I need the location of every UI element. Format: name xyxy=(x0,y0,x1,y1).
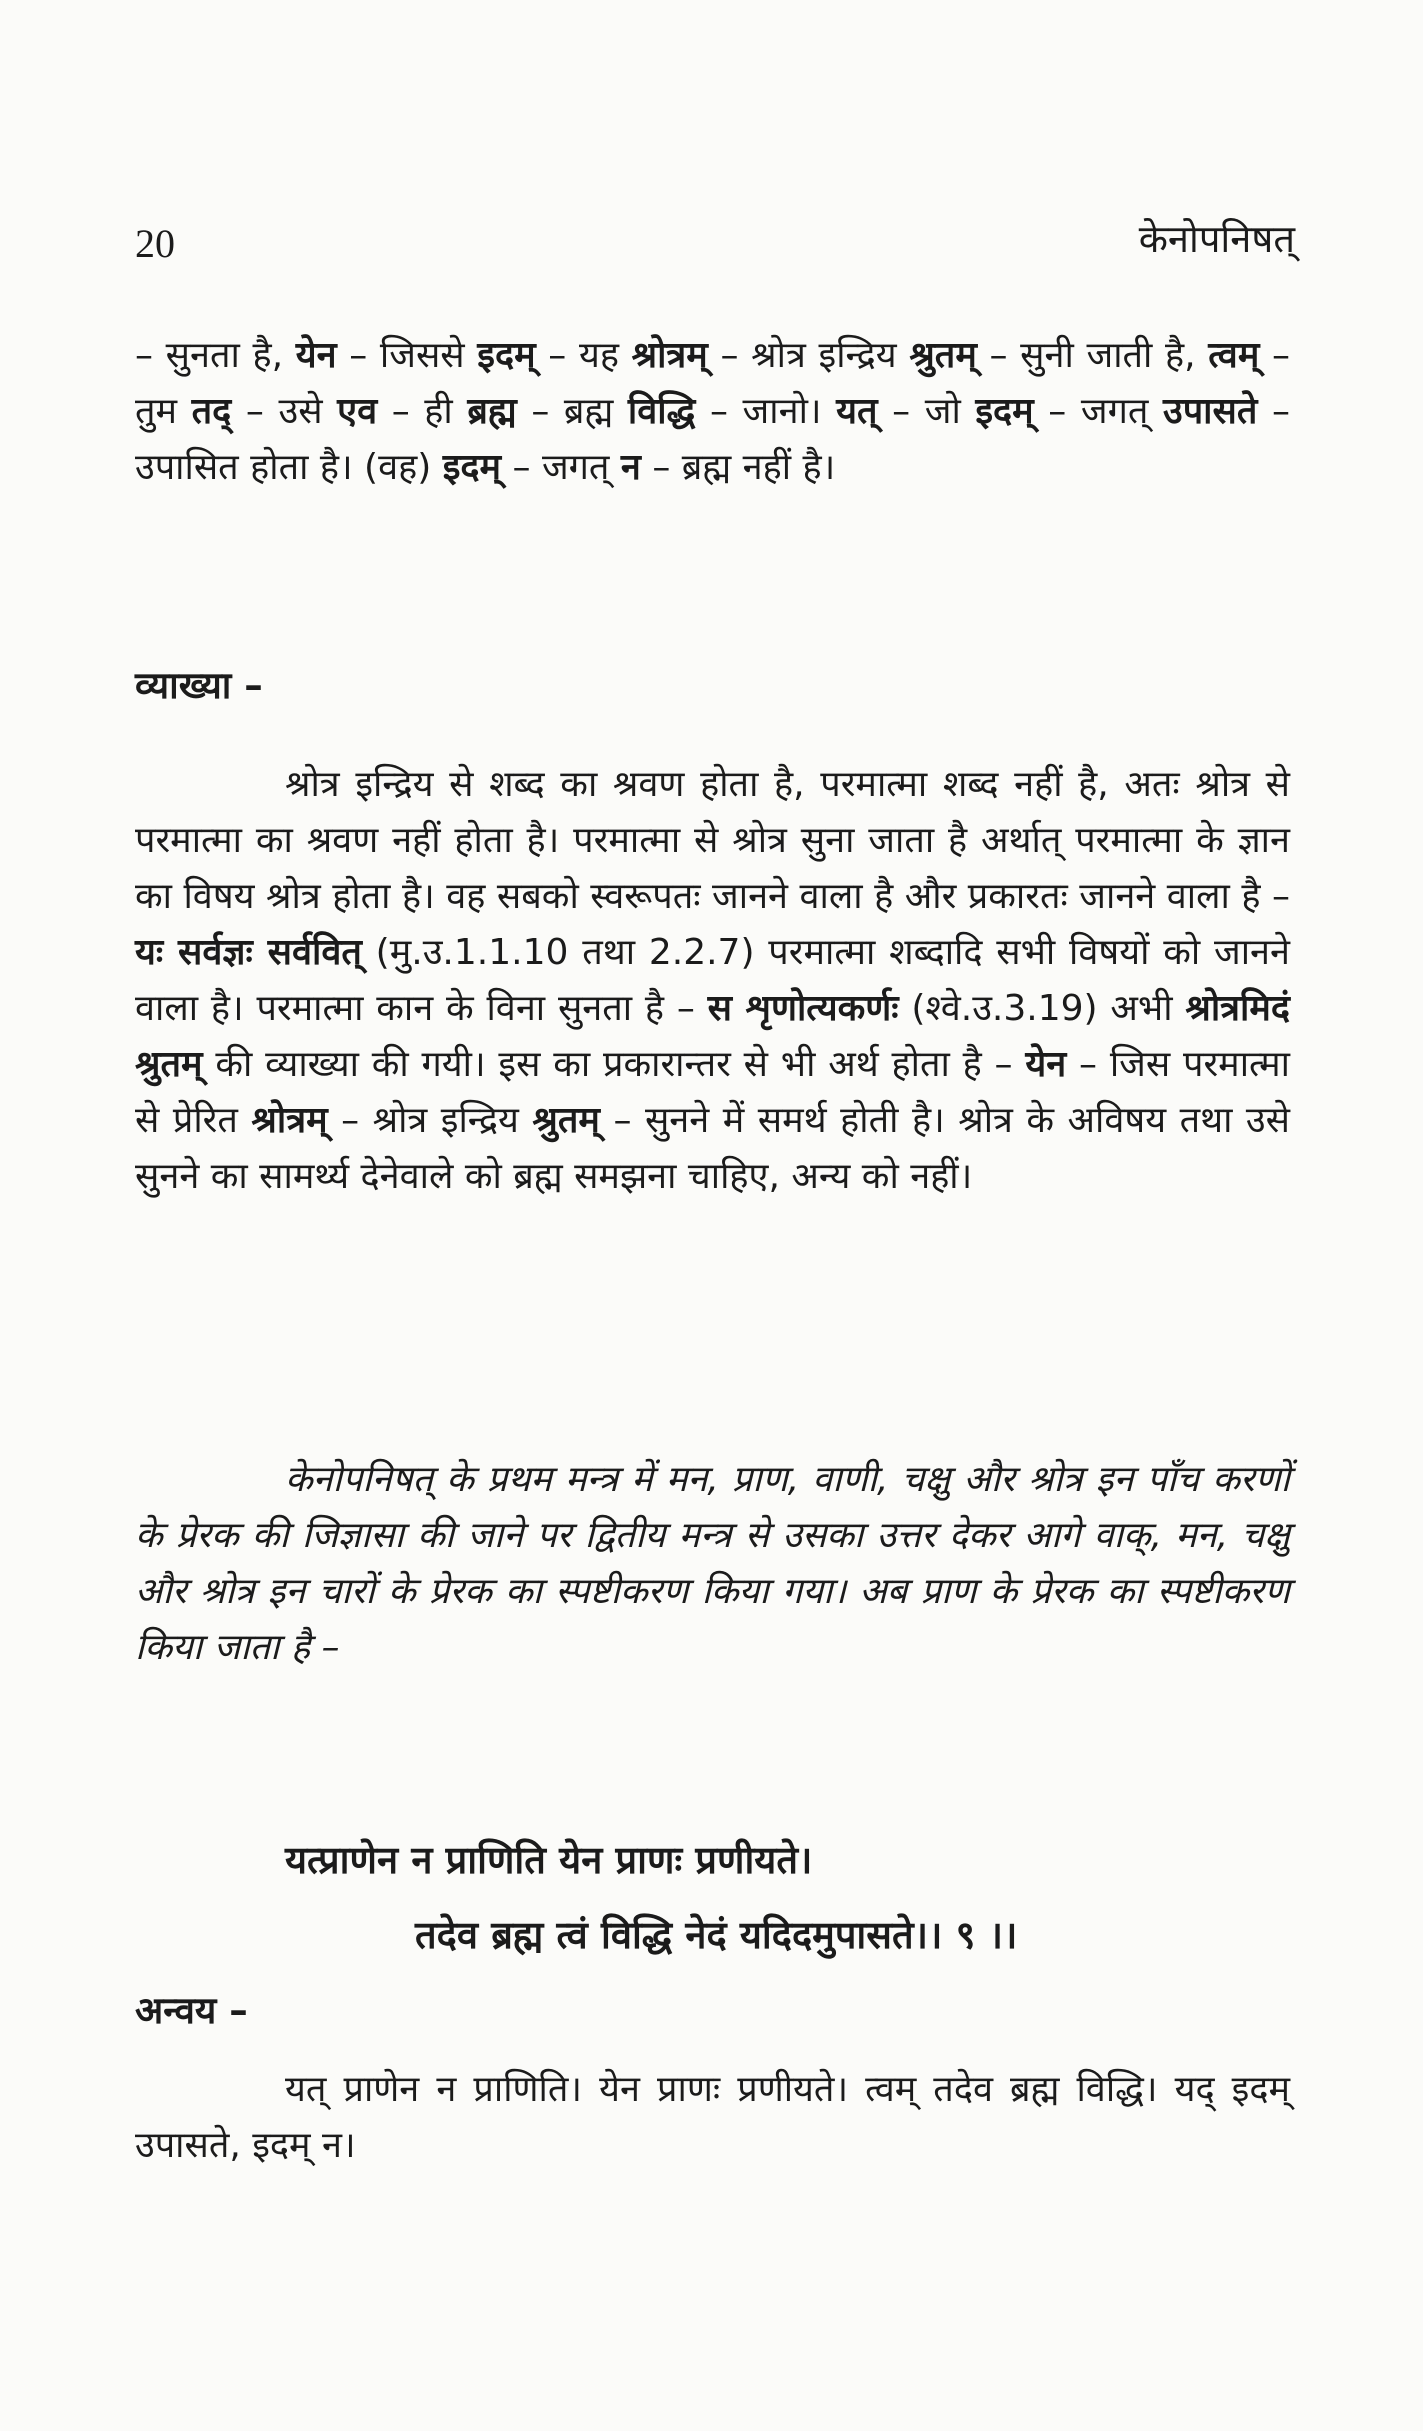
text-run: – सुनने में समर्थ होती है। श्रोत्र के अविषय तथा उसे सुनने का सामर्थ्य देनेवाले को ब्रह्म समझना चाहिए, अन्य को नहीं। xyxy=(135,1100,1290,1197)
anvaya-paragraph: यत् प्राणेन न प्राणिति। येन प्राणः प्रणीयते। त्वम् तदेव ब्रह्म विद्धि। यद् इदम् उपासते, इदम् न। xyxy=(135,2069,1290,2166)
text-run: – यह xyxy=(535,335,632,376)
text-run: – ब्रह्म xyxy=(516,391,628,432)
bold-term: स शृणोत्यकर्णः xyxy=(707,988,899,1029)
bold-term: इदम् xyxy=(442,447,502,488)
bold-term: श्रुतम् xyxy=(909,335,977,376)
text-run: श्रोत्र इन्द्रिय से शब्द का श्रवण होता है, परमात्मा शब्द नहीं है, अतः श्रोत्र से परमात्मा का श्रवण नहीं होता है। परमात्मा से श्रोत्र सुना जाता है अर्थात् परमात्मा के ज्ञान का विषय श्रोत्र होता है। वह सबको स्वरूपतः जानने वाला है और प्रकारतः जानने वाला है – xyxy=(135,764,1290,917)
text-run: (मु.उ.1.1.10 तथा 2.2.7) परमात्मा शब्दादि सभी विषयों को जानने वाला है। परमात्मा कान के विना सुनता है – xyxy=(135,932,1290,1029)
anvaya-heading: अन्वय – xyxy=(135,1989,248,2032)
text-run: (श्वे.उ.3.19) अभी xyxy=(898,988,1186,1029)
bold-term: त्वम् xyxy=(1208,335,1260,376)
verse-line-1: यत्प्राणेन न प्राणिति येन प्राणः प्रणीयते। xyxy=(285,1838,813,1882)
bold-term: एव xyxy=(337,391,378,432)
bold-term: येन xyxy=(295,335,337,376)
bold-term: विद्धि xyxy=(627,391,696,432)
bold-term: न xyxy=(620,447,641,488)
text-run: – उपासित होता है। (वह) xyxy=(135,391,1290,488)
verse-line-2: तदेव ब्रह्म त्वं विद्धि नेदं यदिदमुपासते।। ९ ।। xyxy=(415,1913,1018,1957)
text-run: – तुम xyxy=(135,335,1291,432)
text-run: – श्रोत्र इन्द्रिय xyxy=(327,1100,533,1141)
text-run: – जिससे xyxy=(336,335,478,376)
bold-term: श्रोत्रमिदं श्रुतम् xyxy=(135,988,1290,1085)
text-run: – ब्रह्म नहीं है। xyxy=(640,447,836,488)
text-run: – श्रोत्र इन्द्रिय xyxy=(707,335,910,376)
bold-term: यः सर्वज्ञः सर्ववित् xyxy=(135,932,362,973)
bold-term: ब्रह्म xyxy=(467,391,517,432)
bold-term: श्रोत्रम् xyxy=(251,1100,328,1141)
running-title: केनोपनिषत् xyxy=(1138,217,1295,261)
text-run: – जगत् xyxy=(501,447,621,488)
text-run: – जो xyxy=(877,391,976,432)
bold-term: श्रुतम् xyxy=(532,1100,600,1141)
bold-term: इदम् xyxy=(477,335,536,376)
text-run: – सुनी जाती है, xyxy=(976,335,1209,376)
word-meaning-paragraph xyxy=(135,328,1290,496)
text-run: – जगत् xyxy=(1033,391,1163,432)
text-run: – उसे xyxy=(231,391,338,432)
text-run: – जानो। xyxy=(695,391,837,432)
explanation-paragraph xyxy=(135,757,1290,1205)
bold-term: श्रोत्रम् xyxy=(631,335,708,376)
text-run: – ही xyxy=(377,391,468,432)
bold-term: येन xyxy=(1025,1044,1067,1085)
text-run: – जिस परमात्मा से प्रेरित xyxy=(135,1044,1290,1141)
bold-term: उपासते xyxy=(1163,391,1258,432)
text-run: की व्याख्या की गयी। इस का प्रकारान्तर से भी अर्थ होता है – xyxy=(202,1044,1026,1085)
text-run: – सुनता है, xyxy=(135,335,296,376)
vyakhya-heading: व्याख्या – xyxy=(135,664,263,707)
bold-term: इदम् xyxy=(975,391,1034,432)
bold-term: यत् xyxy=(836,391,878,432)
page-number: 20 xyxy=(135,221,175,266)
bold-term: तद् xyxy=(191,391,232,432)
italic-commentary-paragraph: केनोपनिषत् के प्रथम मन्त्र में मन, प्राण, वाणी, चक्षु और श्रोत्र इन पाँच करणों के प्रेरक की जिज्ञासा की जाने पर द्वितीय मन्त्र से उसका उत्तर देकर आगे वाक्, मन, चक्षु और श्रोत्र इन चारों के प्रेरक का स्पष्टीकरण किया गया। अब प्राण के प्रेरक का स्पष्टीकरण किया जाता है – xyxy=(135,1459,1290,1668)
